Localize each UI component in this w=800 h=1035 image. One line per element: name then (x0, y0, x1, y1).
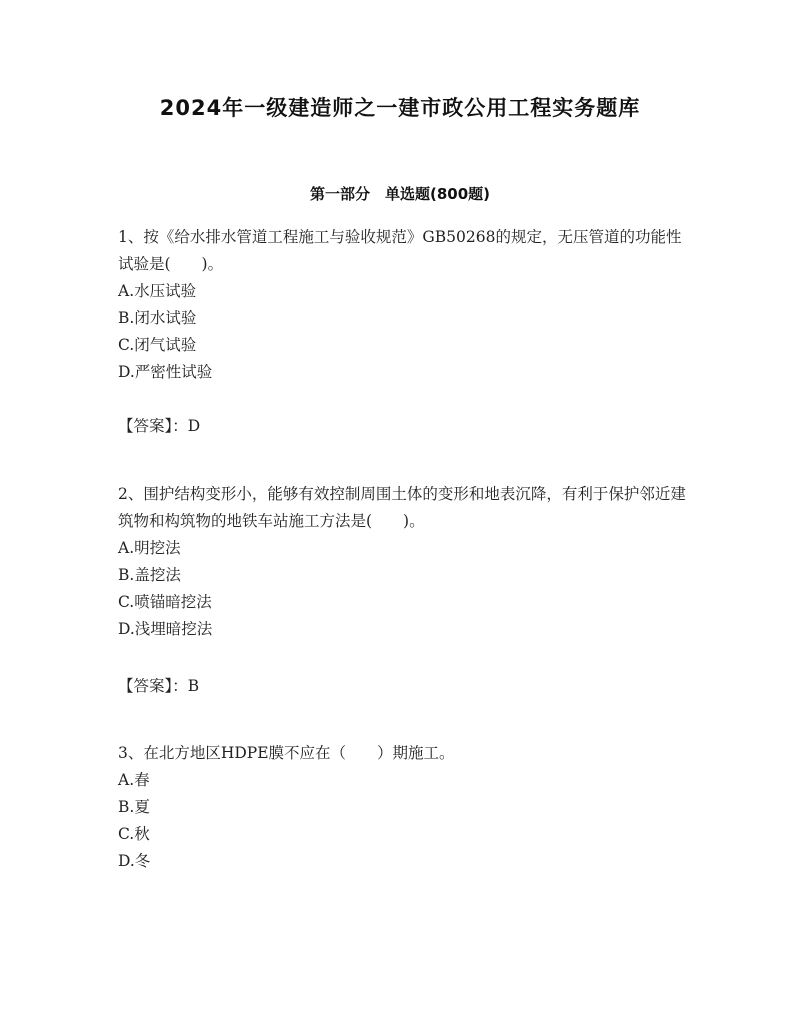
option-c: C.闭气试验 (118, 336, 197, 354)
question-stem: 1、按《给水排水管道工程施工与验收规范》GB50268的规定，无压管道的功能性试验是( )。 (118, 228, 682, 273)
answer-2: 【答案】：B (118, 677, 200, 695)
option-c: C.喷锚暗挖法 (118, 593, 212, 611)
option-a: A.水压试验 (118, 282, 197, 300)
option-b: B.夏 (118, 798, 150, 816)
document-title: 2024年一级建造师之一建市政公用工程实务题库 (159, 96, 641, 120)
option-a: A.明挖法 (118, 539, 181, 557)
question-2 (118, 481, 688, 643)
answer-1: 【答案】：D (118, 417, 201, 435)
question-3 (118, 740, 688, 875)
question-stem: 3、在北方地区HDPE膜不应在（ ）期施工。 (118, 744, 455, 762)
option-b: B.盖挖法 (118, 566, 181, 584)
option-a: A.春 (118, 771, 150, 789)
option-d: D.严密性试验 (118, 363, 213, 381)
option-d: D.浅埋暗挖法 (118, 620, 213, 638)
option-d: D.冬 (118, 852, 151, 870)
question-1 (118, 224, 688, 386)
option-c: C.秋 (118, 825, 150, 843)
section-heading: 第一部分 单选题(800题) (309, 185, 491, 203)
question-stem: 2、围护结构变形小，能够有效控制周围土体的变形和地表沉降，有利于保护邻近建筑物和构筑物的地铁车站施工方法是( )。 (118, 485, 686, 530)
option-b: B.闭水试验 (118, 309, 197, 327)
